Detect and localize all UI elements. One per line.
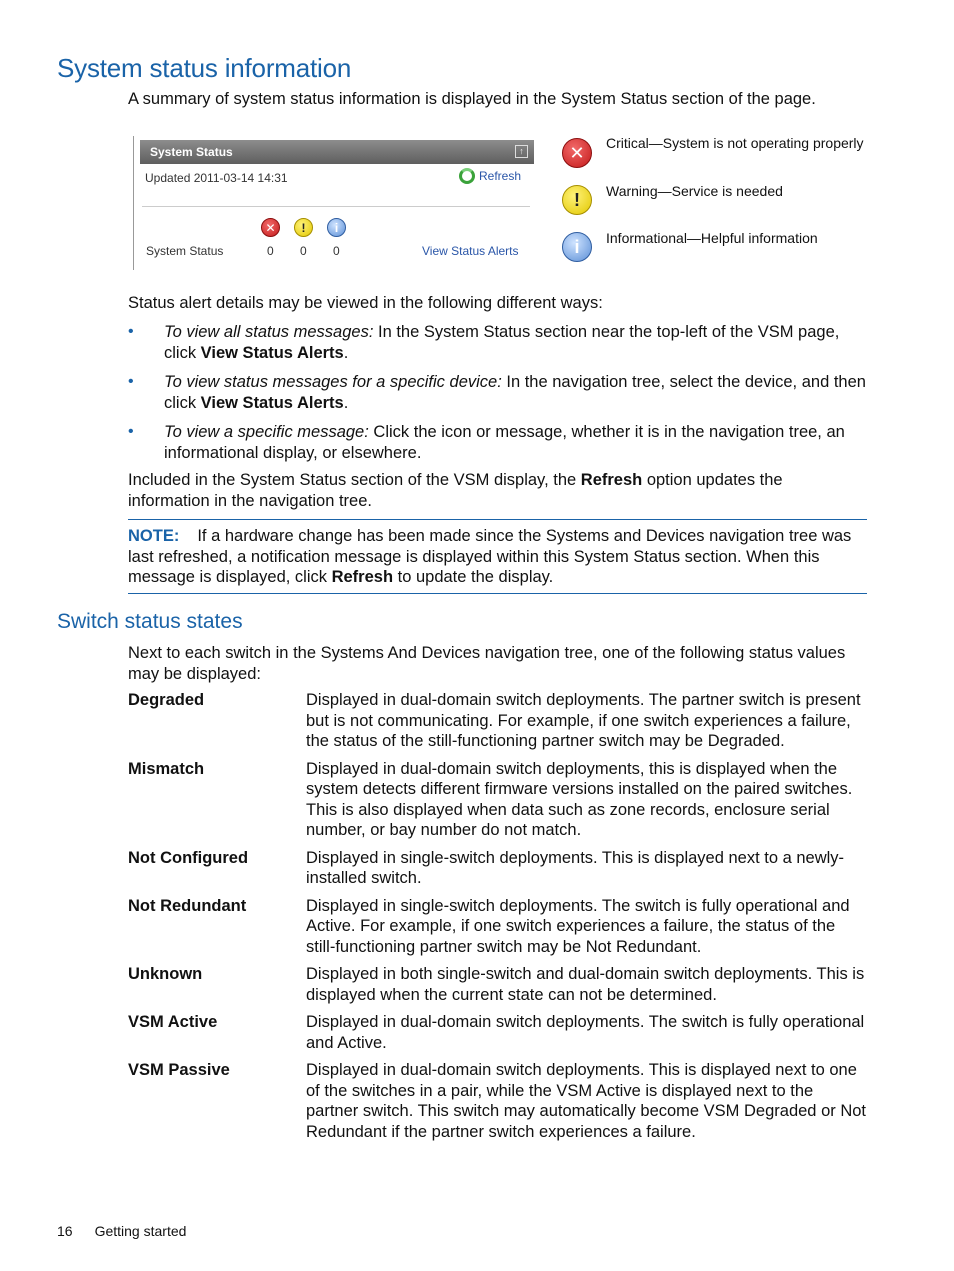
refresh-text-end: option updates the information in the navigation tree. [128, 471, 783, 510]
footer-section: Getting started [94, 1223, 187, 1239]
warning-count: 0 [300, 244, 307, 258]
bullet-icon: • [128, 373, 134, 390]
state-description: Displayed in both single-switch and dual-domain switch deployments. This is displayed when the current state can not be determined. [306, 965, 865, 1004]
refresh-label: Refresh [479, 169, 522, 183]
list-item [128, 372, 868, 413]
list-item [128, 422, 868, 463]
list-item [128, 1012, 868, 1053]
list-item [128, 322, 868, 363]
legend-critical: Critical—System is not operating properly [606, 135, 864, 151]
section-title: Switch status states [57, 610, 243, 633]
state-term: Not Redundant [128, 896, 247, 915]
state-term: Unknown [128, 965, 203, 983]
state-description: Displayed in dual-domain switch deployments. This is displayed next to one of the switches in a pair, while the VSM Active is displayed next to the partner switch. This switch may automatically become VSM Degraded or Not Redundant if the partner switch experiences a failure. [306, 1061, 867, 1141]
state-term: VSM Passive [128, 1061, 230, 1079]
section-intro: Next to each switch in the Systems And Devices navigation tree, one of the following status values may be displayed: [128, 644, 846, 683]
bullet-lead: To view status messages for a specific device: [164, 373, 502, 391]
view-status-alerts-link[interactable]: View Status Alerts [422, 244, 519, 258]
ways-list [128, 322, 868, 472]
bullet-bold: View Status Alerts [200, 343, 344, 362]
refresh-paragraph [128, 470, 868, 511]
info-icon[interactable]: i [327, 218, 346, 237]
refresh-bold: Refresh [580, 471, 643, 489]
system-status-panel [133, 136, 535, 270]
state-description: Displayed in single-switch deployments. The switch is fully operational and Active. For example, if one switch experiences a failure, the status of the still-functioning partner switch may be Not Redundant. [306, 896, 850, 956]
list-item [128, 896, 868, 958]
updated-timestamp: Updated 2011-03-14 14:31 [145, 171, 288, 185]
ways-intro: Status alert details may be viewed in the following different ways: [128, 294, 603, 312]
note-label: NOTE: [128, 527, 180, 545]
state-description: Displayed in dual-domain switch deployments. The switch is fully operational and Active. [306, 1013, 865, 1052]
note-box [128, 519, 867, 594]
refresh-button[interactable] [459, 168, 521, 184]
state-description: Displayed in single-switch deployments. This is displayed next to a newly-installed switch. [306, 848, 845, 887]
maximize-icon[interactable]: ↑ [515, 145, 528, 158]
bullet-text: Click the icon or message, whether it is in the navigation tree, an informational display, or elsewhere. [164, 423, 845, 462]
state-description: Displayed in dual-domain switch deployments. The partner switch is present but is not communicating. For example, if one switch experiences a failure, the status of the still-functioning partner switch may be Degraded. [306, 691, 861, 750]
intro-paragraph: A summary of system status information is displayed in the System Status section of the page. [128, 90, 816, 108]
info-count: 0 [333, 244, 340, 258]
note-bold: Refresh [331, 568, 394, 586]
bullet-bold: View Status Alerts [200, 393, 344, 412]
critical-icon[interactable]: ✕ [261, 218, 280, 237]
list-item [128, 848, 868, 889]
note-text-end: to update the display. [393, 568, 554, 586]
state-term: Not Configured [128, 848, 249, 867]
state-term: VSM Active [128, 1013, 218, 1031]
info-icon: i [562, 232, 592, 262]
page-title: System status information [57, 53, 352, 83]
list-item [128, 964, 868, 1005]
state-term: Degraded [128, 691, 205, 709]
page-footer [57, 1223, 186, 1239]
bullet-icon: • [128, 423, 134, 440]
bullet-end: . [343, 343, 349, 362]
state-description: Displayed in dual-domain switch deployments, this is displayed when the system detects different firmware versions installed on the paired switches. This is also displayed when data such as zone records, enclosure serial number, or bay number do not match. [306, 759, 853, 839]
legend-warning: Warning—Service is needed [606, 183, 783, 199]
list-item [128, 690, 868, 752]
system-status-label: System Status [146, 244, 224, 258]
state-term: Mismatch [128, 759, 205, 778]
critical-count: 0 [267, 244, 274, 258]
warning-icon[interactable]: ! [294, 218, 313, 237]
warning-icon: ! [562, 185, 592, 215]
bullet-text: In the navigation tree, select the device, and then click [164, 373, 866, 412]
bullet-end: . [343, 393, 349, 412]
note-text: If a hardware change has been made since the Systems and Devices navigation tree was last refreshed, a notification message is displayed within this System Status section. When this message is displayed, click [128, 527, 852, 586]
status-states-list [128, 690, 868, 1149]
bullet-lead: To view a specific message: [164, 423, 369, 441]
bullet-icon: • [128, 323, 134, 340]
bullet-lead: To view all status messages: [164, 323, 374, 341]
refresh-text: Included in the System Status section of the VSM display, the [128, 471, 581, 489]
refresh-icon [459, 168, 475, 184]
panel-header [140, 140, 534, 164]
panel-divider [142, 206, 530, 207]
critical-icon: ✕ [562, 138, 592, 168]
list-item [128, 1060, 868, 1142]
list-item [128, 759, 868, 841]
bullet-text: In the System Status section near the top-left of the VSM page, click [164, 323, 840, 362]
panel-title: System Status [150, 145, 233, 159]
page-number: 16 [57, 1223, 73, 1239]
legend-info: Informational—Helpful information [606, 230, 818, 246]
